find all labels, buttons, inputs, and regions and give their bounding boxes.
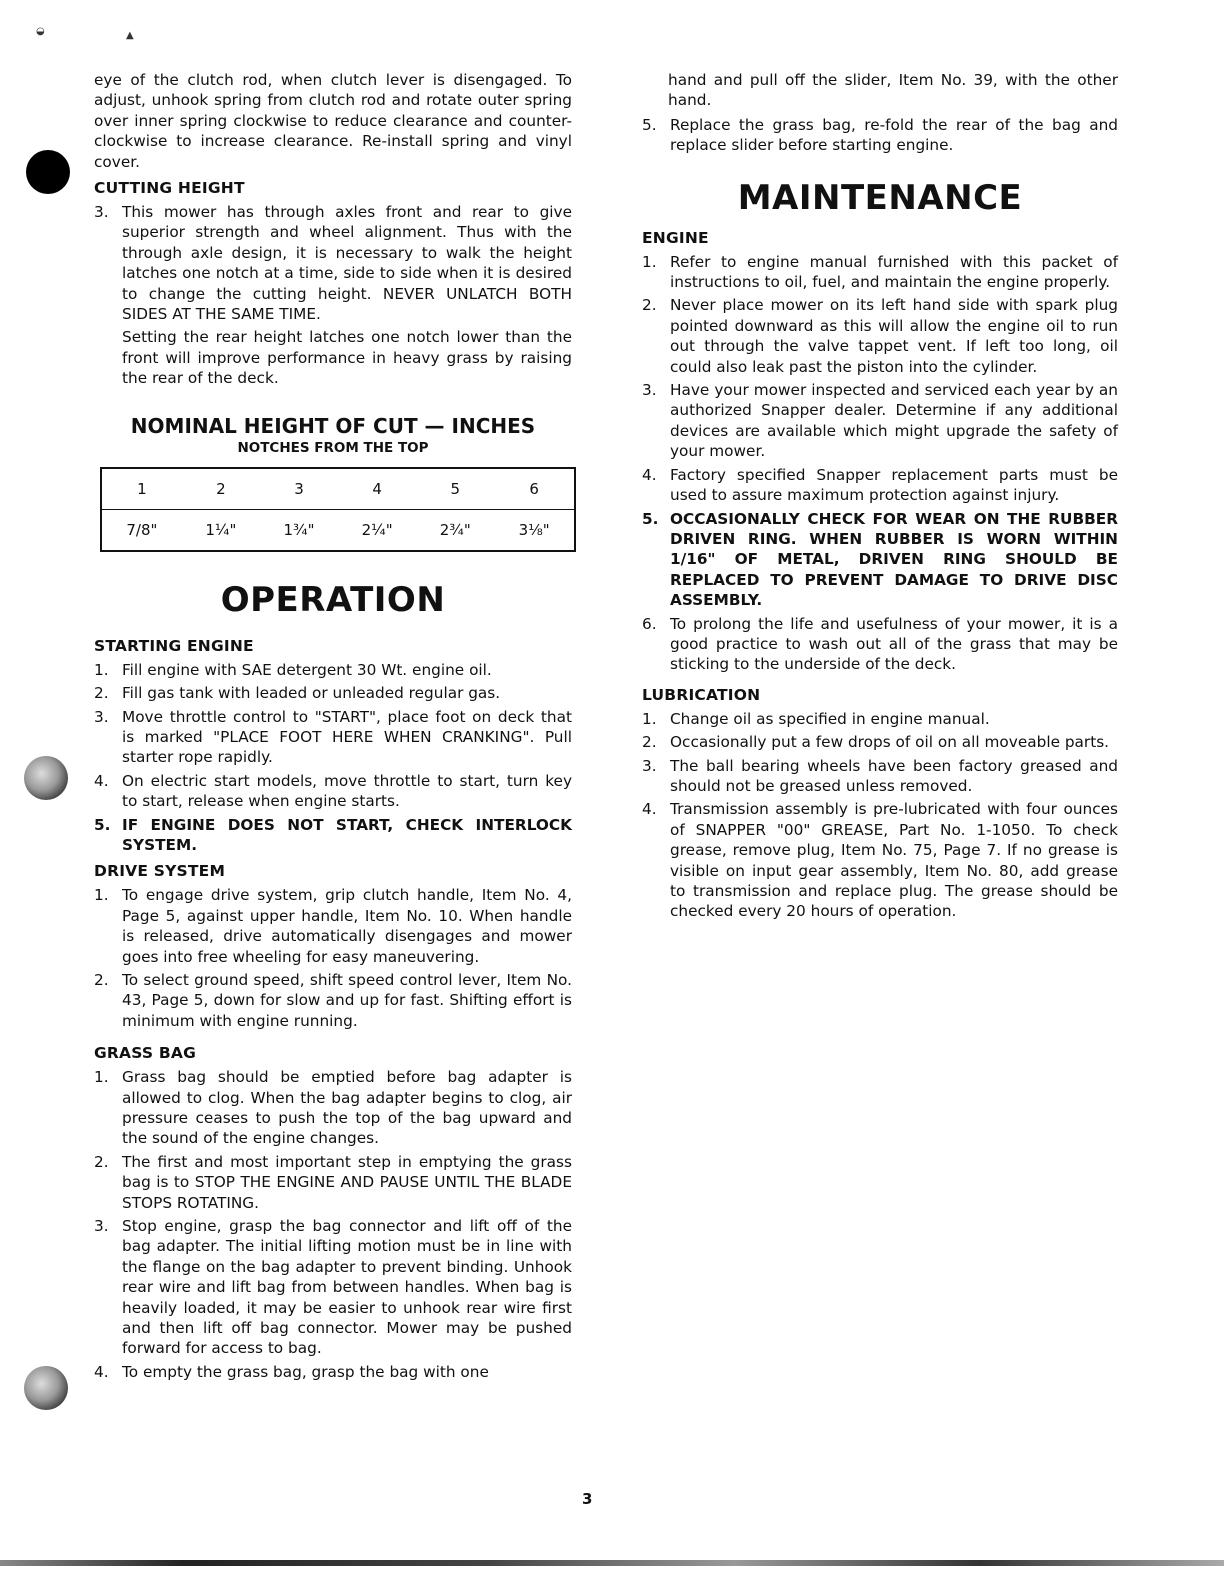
- item-text: To select ground speed, shift speed control lever, Item No. 43, Page 5, down for slow and up for fast. Shifting effort is minimum with engine running.: [122, 970, 572, 1030]
- right-column: [642, 70, 1118, 925]
- list-item: [642, 509, 1118, 611]
- item-number: 4.: [94, 771, 109, 790]
- item-number: 3.: [94, 203, 109, 222]
- list-item: [642, 465, 1118, 506]
- drive-system-heading: DRIVE SYSTEM: [94, 862, 226, 881]
- grass-bag-heading: GRASS BAG: [94, 1044, 197, 1063]
- height-cell: 2¾": [439, 520, 471, 539]
- item-number: 4.: [642, 465, 657, 484]
- notch-cell: 6: [494, 468, 575, 510]
- item-number: 5.: [642, 115, 657, 134]
- item-text: To empty the grass bag, grasp the bag with one: [122, 1362, 489, 1381]
- item-number: 2.: [642, 296, 657, 315]
- item-text: Change oil as specified in engine manual.: [670, 709, 990, 728]
- notch-cell: 2: [182, 468, 260, 510]
- corner-mark-right: ▲: [126, 30, 134, 41]
- item-text: Move throttle control to "START", place foot on deck that is marked "PLACE FOOT HERE WHEN CRANKING". Pull starter rope rapidly.: [122, 707, 572, 767]
- item-number: 4.: [642, 800, 657, 819]
- item-number: 1.: [642, 252, 657, 271]
- item-number: 1.: [94, 1068, 109, 1087]
- punch-hole-top: [26, 150, 70, 194]
- notch-cell: 5: [416, 468, 494, 510]
- item-number: 4.: [94, 1362, 109, 1381]
- cutting-height-note: Setting the rear height latches one notch lower than the front will improve performance in heavy grass by raising the rear of the deck.: [122, 328, 572, 388]
- page-number: 3: [582, 1490, 593, 1508]
- notch-cell: 3: [260, 468, 338, 510]
- item-number: 6.: [642, 614, 657, 633]
- engine-list: [642, 252, 1118, 675]
- notch-cell: 1: [101, 468, 182, 510]
- list-item: [94, 1152, 572, 1213]
- engine-heading: ENGINE: [642, 228, 709, 247]
- height-of-cut-table: [100, 467, 576, 552]
- item-text: Refer to engine manual furnished with this packet of instructions to oil, fuel, and maintain the engine properly.: [670, 252, 1118, 292]
- punch-hole-middle: [24, 756, 68, 800]
- list-item: [642, 115, 1118, 156]
- maintenance-title: MAINTENANCE: [737, 177, 1023, 218]
- grass-bag-continued-list: [642, 115, 1118, 156]
- list-item: [94, 1067, 572, 1149]
- height-cell: 7/8": [126, 520, 158, 539]
- cutting-height-heading: CUTTING HEIGHT: [94, 179, 245, 198]
- notch-row: [101, 468, 575, 510]
- item-text: Grass bag should be emptied before bag adapter is allowed to clog. When the bag adapter begins to clog, air pressure ceases to push the top of the bag upward and the sound of the engine changes.: [122, 1068, 572, 1148]
- list-item: [94, 970, 572, 1031]
- item-text: The ball bearing wheels have been factory greased and should not be greased unless removed.: [670, 756, 1118, 795]
- item-text: Fill gas tank with leaded or unleaded regular gas.: [122, 684, 501, 703]
- item-number: 2.: [94, 1152, 109, 1171]
- height-row: [101, 509, 575, 551]
- list-item: [94, 1216, 572, 1359]
- list-item: [94, 683, 572, 703]
- intro-paragraph: eye of the clutch rod, when clutch lever is disengaged. To adjust, unhook spring from clutch rod and rotate outer spring over inner spring clockwise to reduce clearance and counter-clockwise to increase clearance. Re-install spring and vinyl cover.: [94, 71, 572, 171]
- list-item: [94, 815, 572, 856]
- list-item: [94, 660, 572, 680]
- list-item: [94, 1362, 572, 1382]
- list-item: [642, 614, 1118, 675]
- item-text: Fill engine with SAE detergent 30 Wt. engine oil.: [122, 660, 492, 679]
- height-cell: 2¼": [361, 520, 393, 539]
- list-item: [642, 756, 1118, 797]
- list-item: [642, 252, 1118, 293]
- starting-engine-heading: STARTING ENGINE: [94, 636, 254, 655]
- item-number: 1.: [94, 886, 109, 905]
- item-number: 2.: [642, 733, 657, 752]
- corner-mark-left: ◒: [36, 26, 45, 37]
- item-text: The first and most important step in emptying the grass bag is to STOP THE ENGINE AND PAUSE UNTIL THE BLADE STOPS ROTATING.: [122, 1152, 572, 1212]
- item-text: Never place mower on its left hand side with spark plug pointed downward as this will allow the engine oil to run out through the valve tappet vent. If left too long, oil could also leak past the piston into the cylinder.: [670, 296, 1118, 376]
- starting-engine-list: [94, 660, 572, 856]
- list-item: [642, 295, 1118, 377]
- left-column: [94, 70, 572, 1385]
- drive-system-list: [94, 885, 572, 1031]
- list-item: [94, 885, 572, 967]
- item-text: Factory specified Snapper replacement parts must be used to assure maximum protection against injury.: [670, 465, 1118, 505]
- list-item: [94, 771, 572, 812]
- cut-table-title: NOMINAL HEIGHT OF CUT — INCHES: [130, 413, 536, 438]
- list-item: [642, 799, 1118, 921]
- lubrication-list: [642, 709, 1118, 922]
- punch-hole-bottom: [24, 1366, 68, 1410]
- item-number: 5.: [642, 509, 659, 528]
- list-item: [94, 202, 572, 324]
- item-number: 3.: [94, 707, 109, 726]
- cut-table-subtitle: NOTCHES FROM THE TOP: [237, 439, 429, 456]
- item-text: This mower has through axles front and rear to give superior strength and wheel alignment. Thus with the through axle design, it is necessary to walk the height latches one notch at a time, side to side when it is desired to change the cutting height. NEVER UNLATCH BOTH SIDES AT THE SAME TIME.: [122, 203, 572, 324]
- item-text: To prolong the life and usefulness of your mower, it is a good practice to wash out all of the grass that may be sticking to the underside of the deck.: [670, 614, 1118, 674]
- item-text: To engage drive system, grip clutch handle, Item No. 4, Page 5, against upper handle, Item No. 10. When handle is released, drive automatically disengages and mower goes into free wheeling for easy maneuvering.: [122, 886, 572, 966]
- item-number: 2.: [94, 684, 109, 703]
- item-text: IF ENGINE DOES NOT START, CHECK INTERLOCK SYSTEM.: [122, 815, 572, 854]
- item-text: On electric start models, move throttle to start, turn key to start, release when engine starts.: [122, 771, 572, 811]
- list-item: [642, 709, 1118, 729]
- notch-cell: 4: [338, 468, 416, 510]
- item-number: 2.: [94, 970, 109, 989]
- item-text: Stop engine, grasp the bag connector and lift off of the bag adapter. The initial lifting motion must be in line with the flange on the bag adapter to prevent binding. Unhook rear wire and lift bag from between handles. When bag is heavily loaded, it may be easier to unhook rear wire first and then lift off bag connector. Mower may be pushed forward for access to bag.: [122, 1217, 572, 1358]
- height-cell: 1¾": [283, 520, 315, 539]
- item-text: Replace the grass bag, re-fold the rear of the bag and replace slider before starting engine.: [670, 115, 1118, 155]
- list-item: [642, 732, 1118, 752]
- scan-edge-bar: [0, 1560, 1224, 1566]
- item-text: Occasionally put a few drops of oil on all moveable parts.: [670, 733, 1110, 752]
- item-number: 5.: [94, 815, 111, 834]
- item-text: Have your mower inspected and serviced each year by an authorized Snapper dealer. Determine if any additional devices are available which might upgrade the safety of your mower.: [670, 381, 1118, 461]
- cutting-height-list: [94, 202, 572, 324]
- item-number: 3.: [642, 756, 657, 775]
- item-number: 3.: [642, 381, 657, 400]
- item-number: 3.: [94, 1217, 109, 1236]
- list-item: [642, 380, 1118, 462]
- item-number: 1.: [94, 660, 109, 679]
- grass-bag-continued: hand and pull off the slider, Item No. 39, with the other hand.: [668, 71, 1118, 110]
- list-item: [94, 707, 572, 768]
- operation-title: OPERATION: [220, 579, 446, 620]
- height-cell: 1¼": [205, 520, 237, 539]
- item-text: OCCASIONALLY CHECK FOR WEAR ON THE RUBBER DRIVEN RING. WHEN RUBBER IS WORN WITHIN 1/16" OF METAL, DRIVEN RING SHOULD BE REPLACED TO PREVENT DAMAGE TO DRIVE DISC ASSEMBLY.: [670, 509, 1118, 610]
- height-cell: 3⅛": [518, 520, 550, 539]
- item-number: 1.: [642, 709, 657, 728]
- grass-bag-list: [94, 1067, 572, 1382]
- item-text: Transmission assembly is pre-lubricated with four ounces of SNAPPER "00" GREASE, Part No. 1-1050. To check grease, remove plug, Item No. 75, Page 7. If no grease is visible on input gear assembly, Item No. 80, add grease to transmission and replace plug. The grease should be checked every 20 hours of operation.: [670, 800, 1118, 921]
- lubrication-heading: LUBRICATION: [642, 685, 761, 704]
